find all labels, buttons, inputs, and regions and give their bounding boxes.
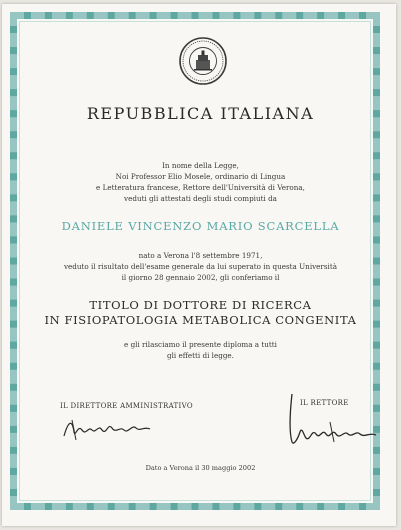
director-signature <box>62 412 152 442</box>
intro-line: In nome della Legge, <box>162 161 239 170</box>
rector-label: IL RETTORE <box>300 399 349 407</box>
detail-line: nato a Verona l'8 settembre 1971, <box>138 251 263 260</box>
administrative-director-label: IL DIRETTORE AMMINISTRATIVO <box>60 402 193 410</box>
university-seal-icon <box>178 36 228 86</box>
intro-line: veduti gli attestati degli studi compiuti da <box>124 194 277 203</box>
closing-line: gli effetti di legge. <box>167 351 234 360</box>
closing-line: e gli rilasciamo il presente diploma a tutti <box>124 340 277 349</box>
republic-title: REPUBBLICA ITALIANA <box>86 104 315 123</box>
recipient-name: DANIELE VINCENZO MARIO SCARCELLA <box>61 219 340 233</box>
detail-line: il giorno 28 gennaio 2002, gli conferiamo il <box>121 273 280 282</box>
detail-line: veduto il risultato dell'esame generale da lui superato in questa Università <box>63 262 338 271</box>
issue-date: Dato a Verona il 30 maggio 2002 <box>145 464 256 472</box>
intro-line: Noi Professor Elio Mosele, ordinario di Lingua <box>115 172 286 181</box>
rector-signature <box>286 392 378 448</box>
intro-line: e Letteratura francese, Rettore dell'Università di Verona, <box>96 183 305 192</box>
degree-title: TITOLO DI DOTTORE DI RICERCA <box>89 298 312 312</box>
degree-field: IN FISIOPATOLOGIA METABOLICA CONGENITA <box>44 313 357 327</box>
